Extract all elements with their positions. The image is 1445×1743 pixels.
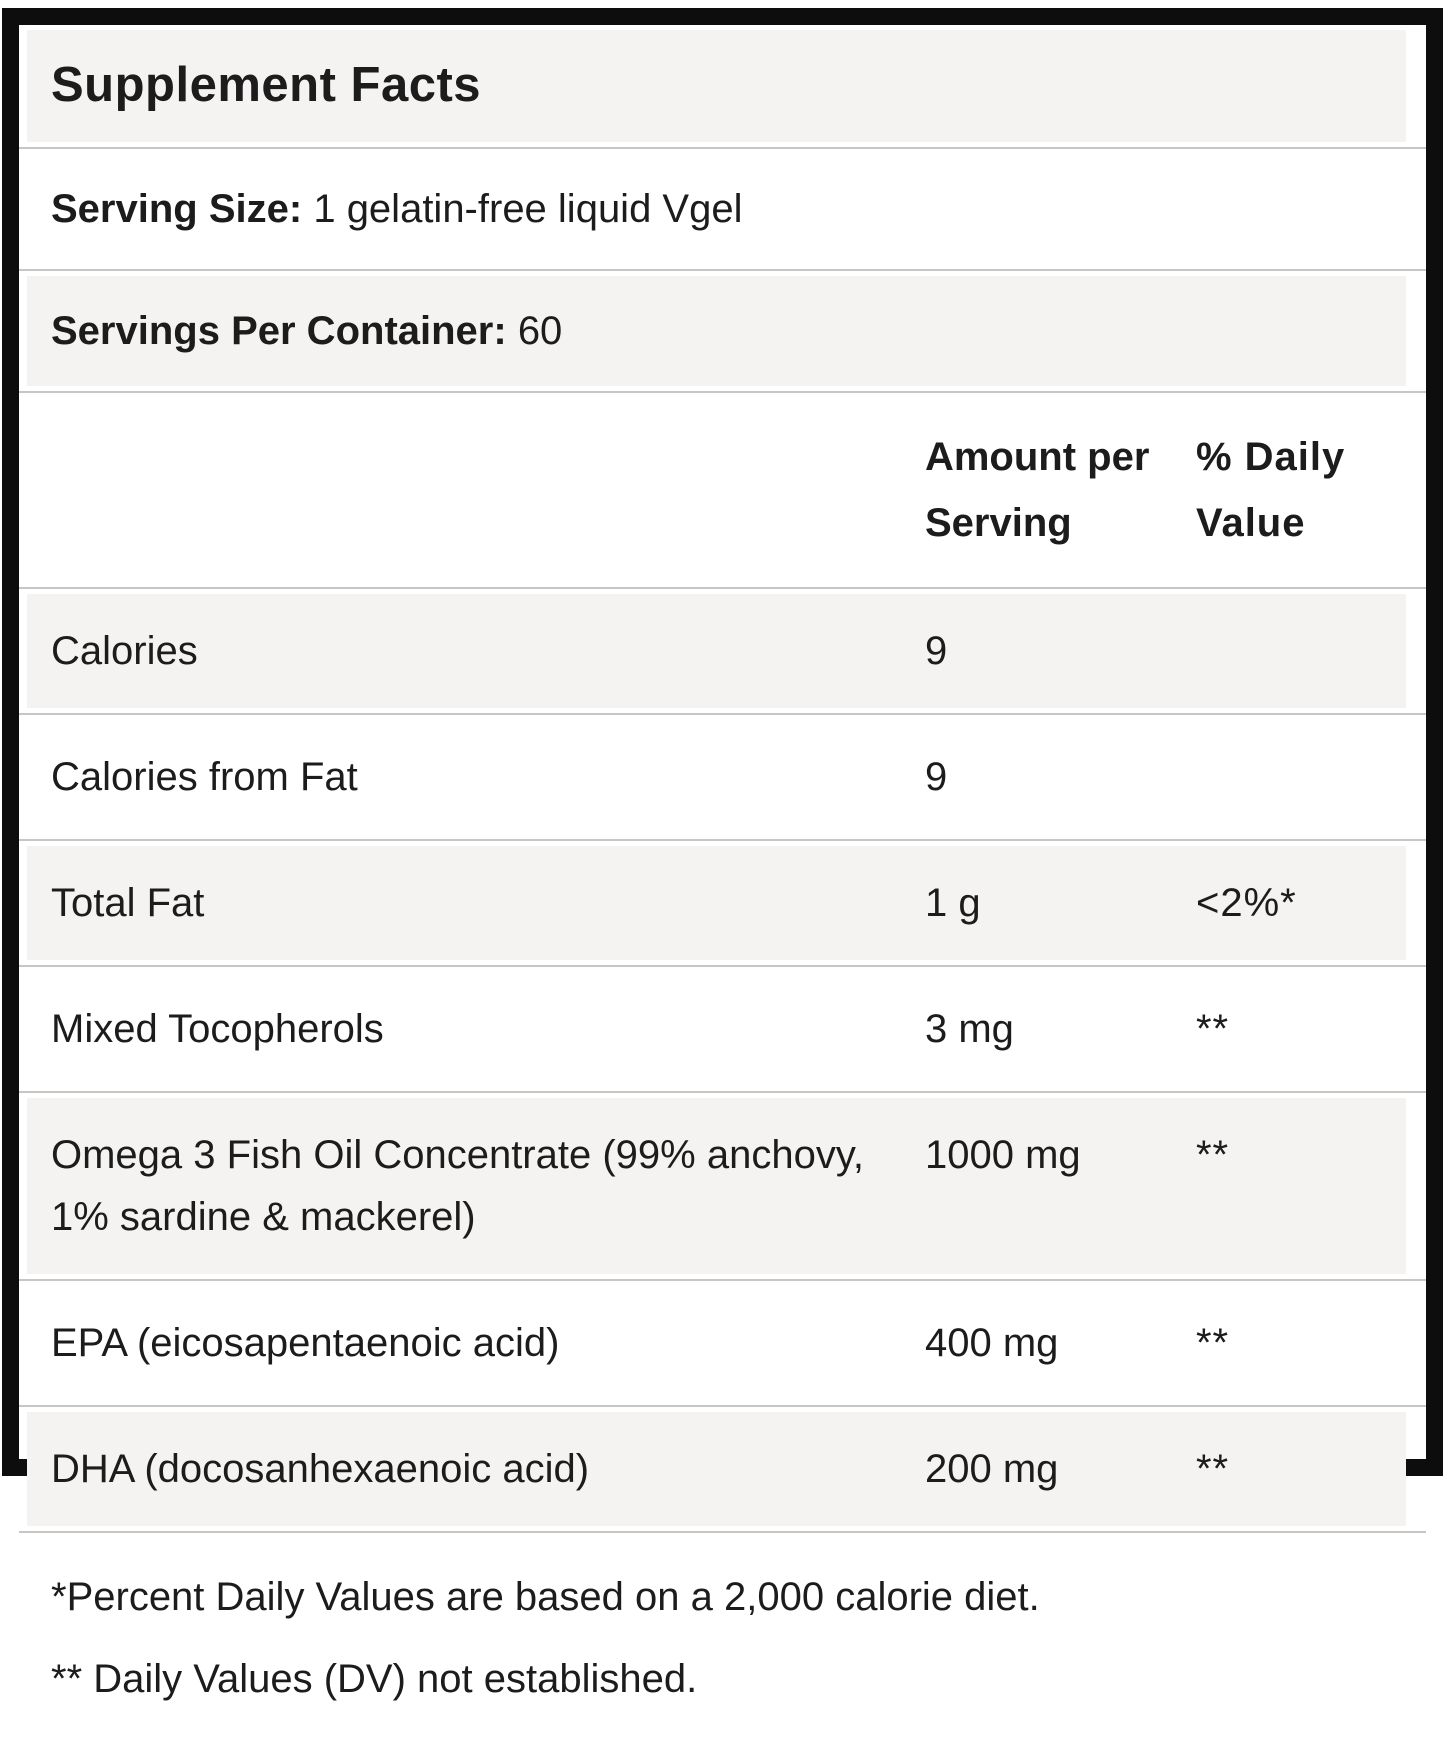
serving-size-label: Serving Size: — [51, 186, 303, 231]
nutrient-daily-value: ** — [1195, 1006, 1230, 1051]
nutrient-amount: 200 mg — [924, 1446, 1059, 1491]
column-header-row — [19, 391, 1426, 587]
footnote-dv-not-established: ** Daily Values (DV) not established. — [51, 1656, 698, 1701]
nutrient-daily-value: ** — [1195, 1132, 1230, 1177]
table-row — [19, 1405, 1426, 1526]
column-header-amount: Amount per Serving — [924, 434, 1150, 545]
supplement-facts-label — [2, 8, 1443, 1701]
nutrient-name: EPA (eicosapentaenoic acid) — [51, 1320, 560, 1365]
serving-size-row — [19, 147, 1426, 269]
table-row — [19, 1279, 1426, 1400]
nutrient-name: Total Fat — [51, 880, 205, 925]
footnotes — [19, 1531, 1426, 1743]
table-row — [19, 713, 1426, 834]
table-row — [19, 1091, 1426, 1274]
serving-size — [51, 178, 1406, 240]
nutrient-name: Omega 3 Fish Oil Concentrate (99% anchovy, 1% sardine & mackerel) — [51, 1132, 864, 1239]
nutrient-rows — [19, 587, 1426, 1531]
nutrient-name: DHA (docosanhexaenoic acid) — [51, 1446, 590, 1491]
nutrient-daily-value: ** — [1195, 1446, 1230, 1491]
label-title-row — [19, 25, 1426, 147]
nutrient-amount: 9 — [924, 754, 948, 799]
servings-per-container — [51, 300, 1406, 362]
nutrient-name: Calories from Fat — [51, 754, 358, 799]
column-header-daily: % Daily Value — [1195, 434, 1346, 545]
footnote-percent-daily-values: *Percent Daily Values are based on a 2,000 calorie diet. — [51, 1574, 1040, 1619]
nutrient-amount: 1000 mg — [924, 1132, 1081, 1177]
nutrient-amount: 1 g — [924, 880, 981, 925]
nutrient-daily-value: <2%* — [1195, 880, 1297, 925]
nutrient-daily-value: ** — [1195, 1320, 1230, 1365]
table-row — [19, 965, 1426, 1086]
page-title: Supplement Facts — [51, 58, 482, 112]
nutrient-name: Mixed Tocopherols — [51, 1006, 384, 1051]
table-row — [19, 587, 1426, 708]
servings-per-container-row — [19, 269, 1426, 391]
table-row — [19, 839, 1426, 960]
nutrient-name: Calories — [51, 628, 198, 673]
nutrient-amount: 3 mg — [924, 1006, 1014, 1051]
nutrient-amount: 400 mg — [924, 1320, 1059, 1365]
servings-per-container-value: 60 — [517, 308, 563, 353]
nutrient-amount: 9 — [924, 628, 948, 673]
serving-size-value: 1 gelatin-free liquid Vgel — [313, 186, 743, 231]
servings-per-container-label: Servings Per Container: — [51, 308, 507, 353]
